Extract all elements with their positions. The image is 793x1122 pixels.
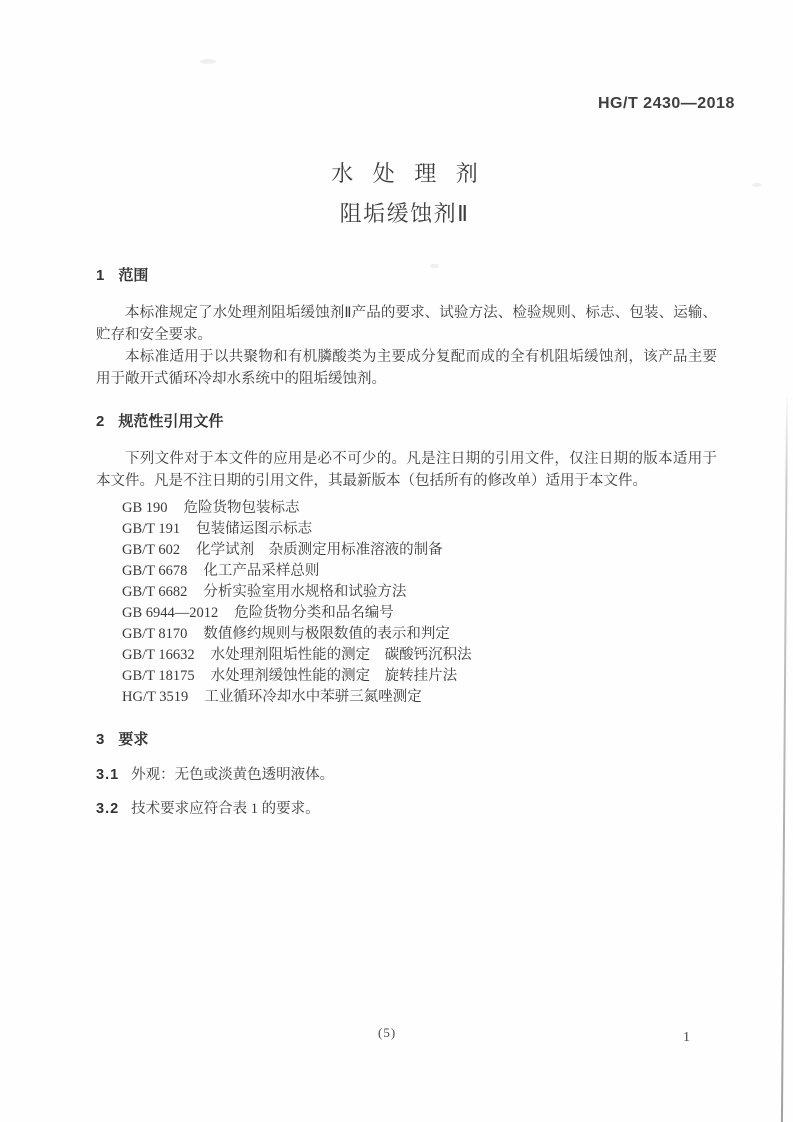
reference-code: GB 190 bbox=[122, 500, 168, 516]
reference-item bbox=[122, 561, 717, 582]
reference-code: GB/T 6682 bbox=[122, 584, 188, 600]
clause-3-1-number: 3.1 bbox=[96, 767, 120, 783]
scan-smudge-artifact bbox=[200, 59, 216, 64]
section-3-number: 3 bbox=[96, 731, 105, 748]
section-1-heading bbox=[96, 266, 717, 286]
section-2-paragraph: 下列文件对于本文件的应用是必不可少的。凡是注日期的引用文件，仅注日期的版本适用于本文件。凡是不注日期的引用文件，其最新版本（包括所有的修改单）适用于本文件。 bbox=[96, 451, 717, 489]
reference-item bbox=[122, 519, 717, 540]
document-title-line2: 阻垢缓蚀剂Ⅱ bbox=[339, 201, 470, 226]
reference-code: HG/T 3519 bbox=[122, 689, 189, 705]
section-1-paragraph: 本标准规定了水处理剂阻垢缓蚀剂Ⅱ产品的要求、试验方法、检验规则、标志、包装、运输、贮存和安全要求。 bbox=[96, 305, 717, 343]
reference-title: 水处理剂缓蚀性能的测定 旋转挂片法 bbox=[210, 668, 458, 684]
section-1-title: 范围 bbox=[118, 267, 149, 284]
reference-item bbox=[122, 624, 717, 645]
section-2-heading bbox=[96, 412, 717, 432]
reference-title: 工业循环冷却水中苯骈三氮唑测定 bbox=[204, 689, 422, 705]
reference-title: 数值修约规则与极限数值的表示和判定 bbox=[203, 626, 450, 642]
reference-title: 分析实验室用水规格和试验方法 bbox=[203, 584, 407, 600]
reference-title: 危险货物分类和品名编号 bbox=[234, 605, 394, 621]
reference-item bbox=[122, 645, 717, 666]
section-2-number: 2 bbox=[96, 413, 105, 430]
normative-references-list bbox=[122, 498, 717, 708]
reference-item bbox=[122, 582, 717, 603]
reference-title: 化工产品采样总则 bbox=[203, 563, 320, 579]
section-1-number: 1 bbox=[96, 267, 105, 284]
reference-title: 危险货物包装标志 bbox=[183, 500, 300, 516]
reference-code: GB/T 18175 bbox=[122, 668, 195, 684]
standard-number: HG/T 2430—2018 bbox=[598, 95, 735, 112]
reference-code: GB/T 191 bbox=[122, 521, 181, 537]
reference-code: GB/T 6678 bbox=[122, 563, 188, 579]
reference-code: GB/T 16632 bbox=[122, 647, 195, 663]
document-title-line1: 水 处 理 剂 bbox=[331, 161, 485, 186]
section-3-heading bbox=[96, 730, 717, 750]
clause-3-1-text: 外观：无色或淡黄色透明液体。 bbox=[131, 767, 335, 783]
reference-item bbox=[122, 666, 717, 687]
clause-3-2-text: 技术要求应符合表 1 的要求。 bbox=[131, 801, 320, 817]
reference-item bbox=[122, 687, 717, 708]
scan-smudge-artifact bbox=[752, 183, 762, 187]
clause-3-2-number: 3.2 bbox=[96, 801, 120, 817]
section-3-title: 要求 bbox=[118, 731, 149, 748]
scan-edge-artifact bbox=[781, 398, 788, 1122]
reference-code: GB 6944—2012 bbox=[122, 605, 219, 621]
reference-code: GB/T 602 bbox=[122, 542, 181, 558]
clause-3-1 bbox=[96, 764, 717, 786]
reference-item bbox=[122, 603, 717, 624]
section-2-title: 规范性引用文件 bbox=[118, 413, 224, 430]
page-number: 1 bbox=[683, 1030, 690, 1045]
clause-3-2 bbox=[96, 798, 717, 820]
reference-title: 包装储运图示标志 bbox=[196, 521, 313, 537]
reference-code: GB/T 8170 bbox=[122, 626, 188, 642]
section-1-paragraph: 本标准适用于以共聚物和有机膦酸类为主要成分复配而成的全有机阻垢缓蚀剂，该产品主要用于敞开式循环冷却水系统中的阻垢缓蚀剂。 bbox=[96, 349, 717, 387]
scan-smudge-artifact bbox=[430, 264, 439, 268]
footer-center-number: (5) bbox=[378, 1025, 397, 1040]
reference-title: 水处理剂阻垢性能的测定 碳酸钙沉积法 bbox=[210, 647, 472, 663]
document-body bbox=[96, 0, 717, 820]
reference-item bbox=[122, 540, 717, 561]
reference-item bbox=[122, 498, 717, 519]
reference-title: 化学试剂 杂质测定用标准溶液的制备 bbox=[196, 542, 443, 558]
